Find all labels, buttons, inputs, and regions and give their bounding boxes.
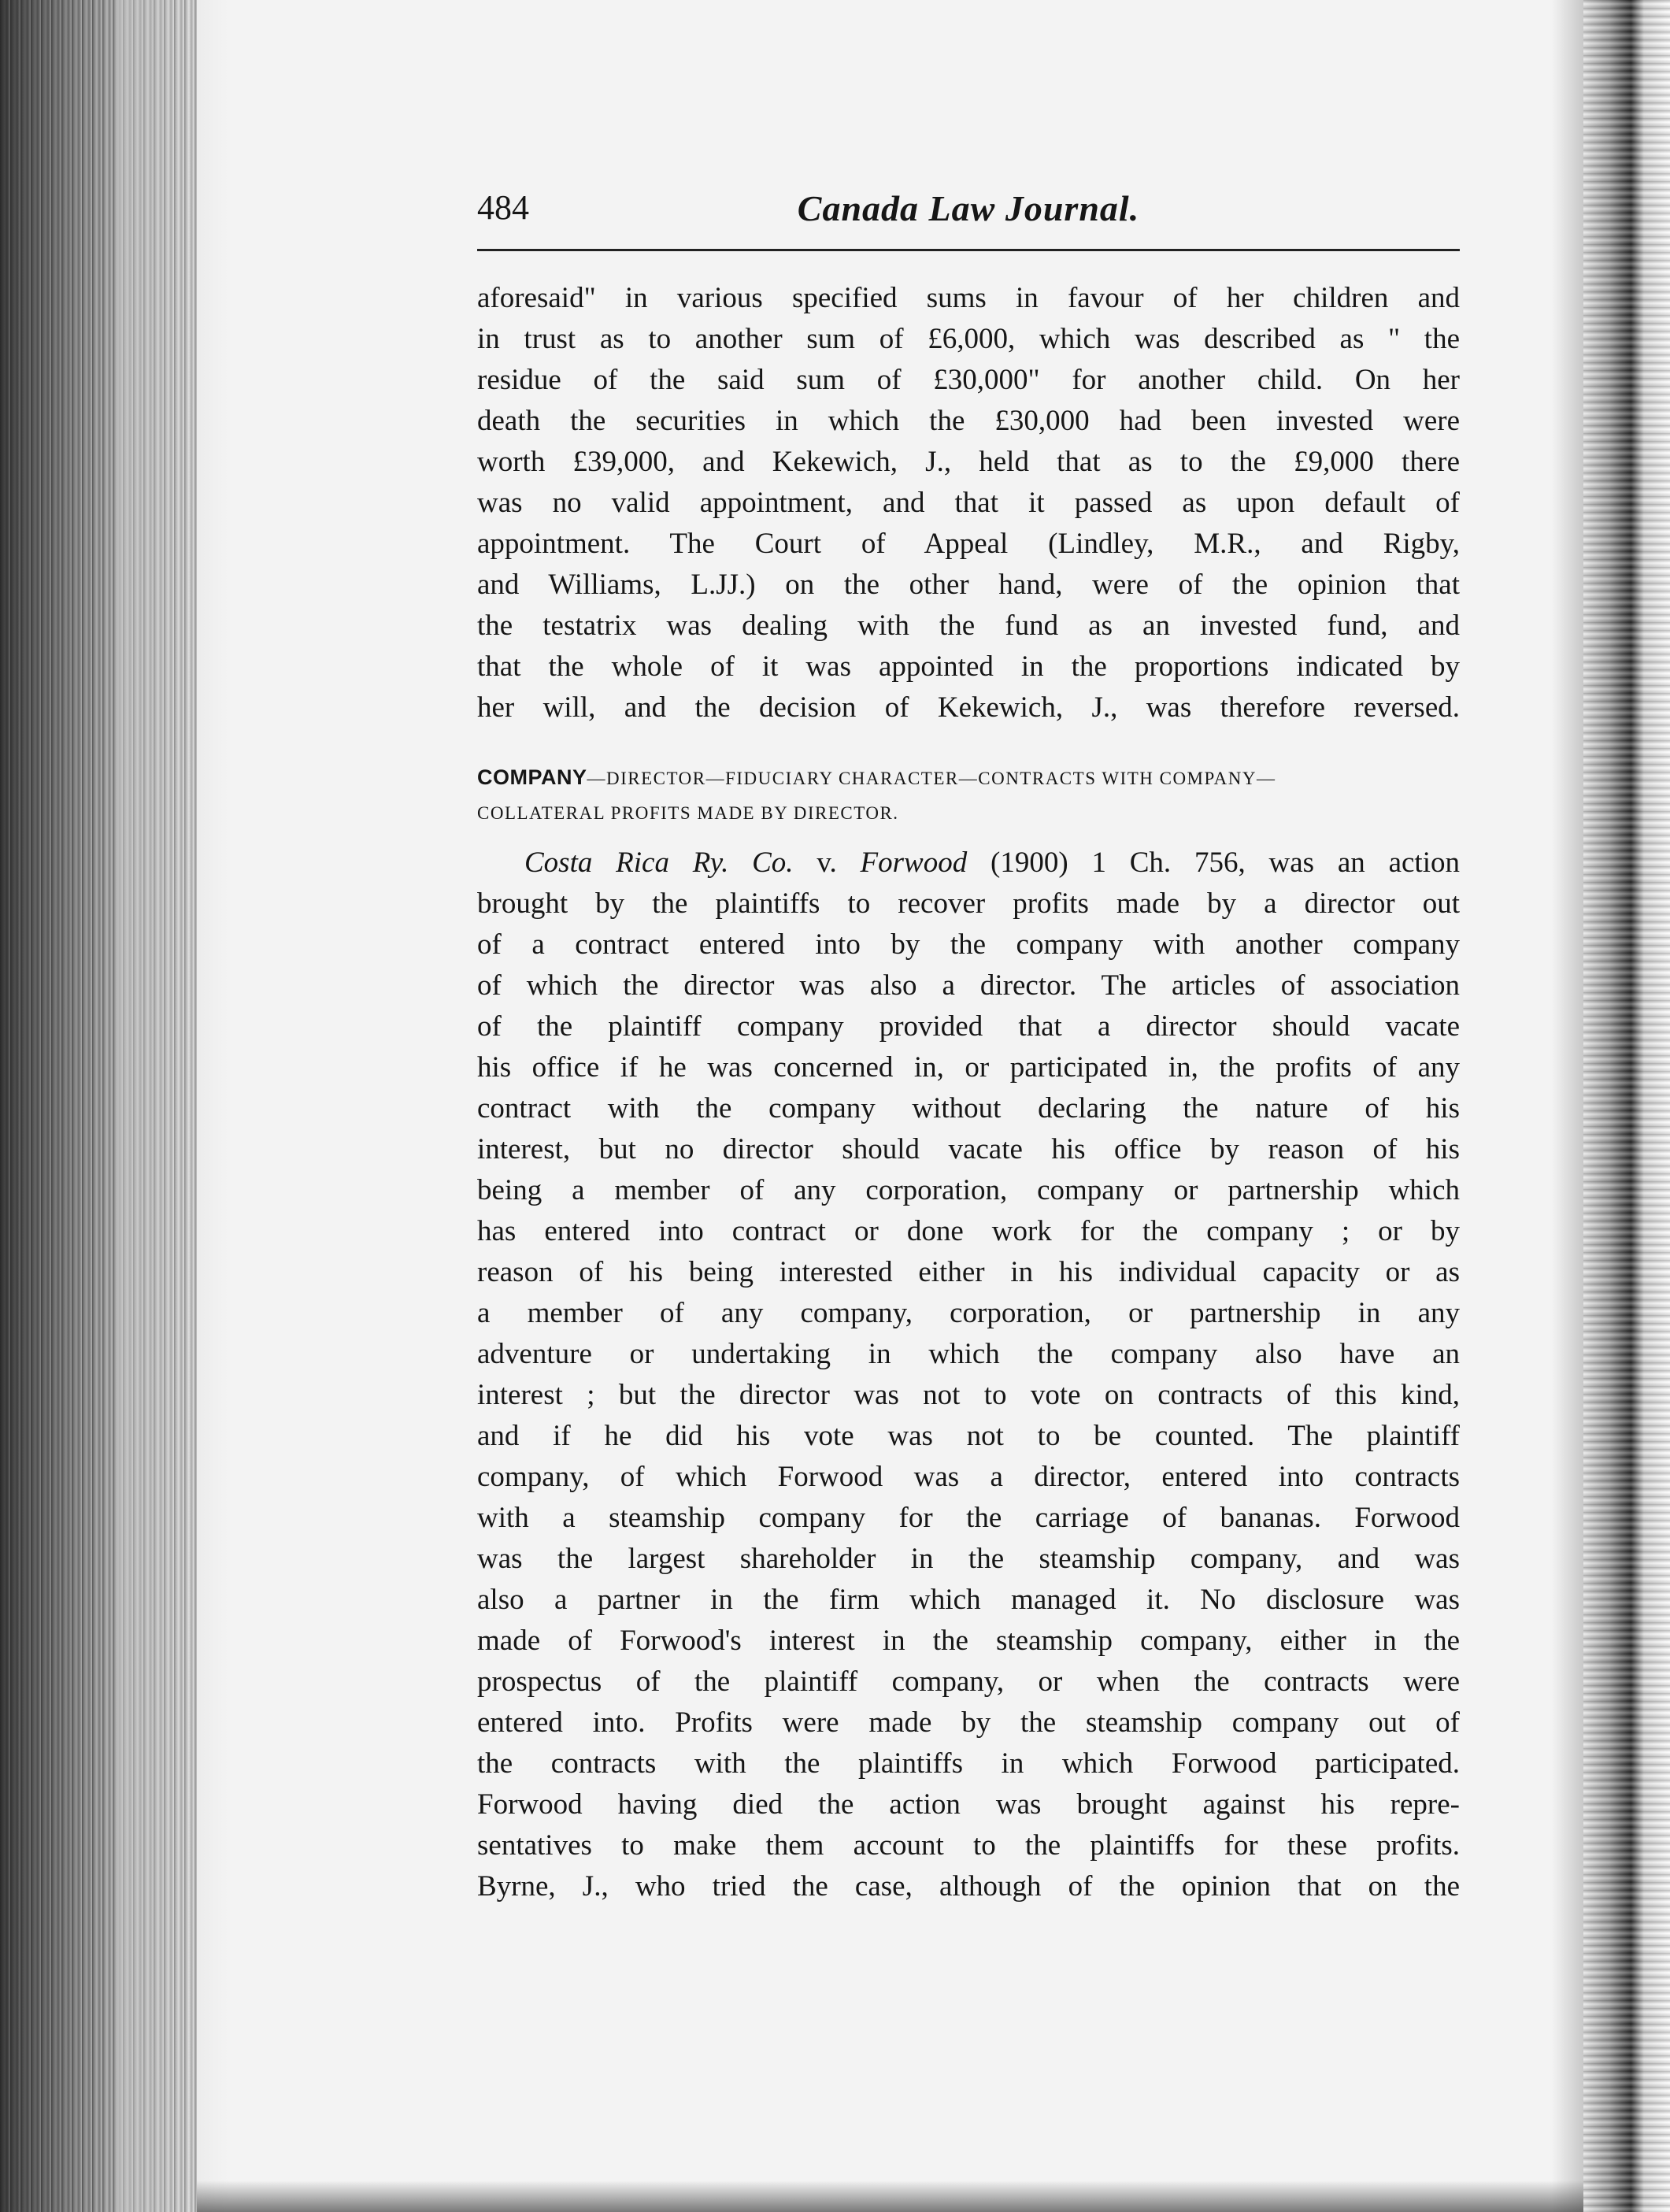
text-line: adventure or undertaking in which the company also have an [477,1338,1460,1370]
text-line: of a contract entered into by the company with another company [477,928,1460,961]
text-line: and Williams, L.JJ.) on the other hand, were of the opinion that [477,569,1460,601]
text-line: with a steamship company for the carriage of bananas. Forwood [477,1502,1460,1534]
text-line: prospectus of the plaintiff company, or when the contracts were [477,1665,1460,1698]
heading-lead: COMPANY [477,765,587,789]
text-line: that the whole of it was appointed in the proportions indicated by [477,650,1460,683]
text-line: has entered into contract or done work for the company ; or by [477,1215,1460,1247]
page-right-shadow [1552,0,1583,2212]
text-line: also a partner in the firm which managed it. No disclosure was [477,1584,1460,1616]
text-line: in trust as to another sum of £6,000, which was described as " the [477,323,1460,355]
text-line: being a member of any corporation, company or partnership which [477,1174,1460,1206]
section-heading [477,760,1460,831]
journal-title: Canada Law Journal. [797,188,1140,228]
text-line: the testatrix was dealing with the fund as an invested fund, and [477,610,1460,642]
text-line: appointment. The Court of Appeal (Lindley, M.R., and Rigby, [477,528,1460,560]
text-line: a member of any company, corporation, or partnership in any [477,1297,1460,1329]
text-line: interest, but no director should vacate his office by reason of his [477,1133,1460,1165]
text-line: and if he did his vote was not to be counted. The plaintiff [477,1420,1460,1452]
text-line: brought by the plaintiffs to recover profits made by a director out [477,887,1460,920]
text-line: of the plaintiff company provided that a director should vacate [477,1010,1460,1043]
text-line: was the largest shareholder in the steamship company, and was [477,1543,1460,1575]
case-citation: (1900) 1 Ch. 756, was an action [967,847,1460,879]
text-line: of which the director was also a director. The articles of association [477,969,1460,1002]
text-line: Forwood having died the action was brought against his repre- [477,1788,1460,1821]
heading-line-2: COLLATERAL PROFITS MADE BY DIRECTOR. [477,803,899,823]
text-line: was no valid appointment, and that it passed as upon default of [477,487,1460,519]
text-line: entered into. Profits were made by the steamship company out of [477,1706,1460,1739]
heading-subjects: —DIRECTOR—FIDUCIARY CHARACTER—CONTRACTS WITH COMPANY— [587,769,1276,788]
paragraph-costa-rica-case [477,843,1460,1907]
text-line: his office if he was concerned in, or participated in, the profits of any [477,1051,1460,1084]
text-line: Byrne, J., who tried the case, although of the opinion that on the [477,1870,1460,1903]
book-page-stack-right-edge [1583,0,1670,2212]
case-defendant: Forwood [860,847,968,879]
text-line: sentatives to make them account to the plaintiffs for these profits. [477,1829,1460,1862]
text-line: residue of the said sum of £30,000" for another child. On her [477,364,1460,396]
text-line: death the securities in which the £30,000 had been invested were [477,405,1460,437]
header-rule [477,249,1460,251]
case-citation-line [477,843,1460,884]
text-line: company, of which Forwood was a director, entered into contracts [477,1461,1460,1493]
running-head [477,187,1460,235]
case-versus: v. [793,847,861,879]
page-bottom-shadow [197,2181,1583,2212]
page-number: 484 [477,188,529,227]
text-line: contract with the company without declaring the nature of his [477,1092,1460,1125]
text-line: reason of his being interested either in his individual capacity or as [477,1256,1460,1288]
case-name: Costa Rica Ry. Co. [524,847,794,879]
text-line: her will, and the decision of Kekewich, J., was therefore reversed. [477,691,1460,724]
text-line: made of Forwood's interest in the steamship company, either in the [477,1625,1460,1657]
text-line: aforesaid" in various specified sums in favour of her children and [477,282,1460,314]
text-line: interest ; but the director was not to vote on contracts of this kind, [477,1379,1460,1411]
text-line: worth £39,000, and Kekewich, J., held that as to the £9,000 there [477,446,1460,478]
text-line: the contracts with the plaintiffs in which Forwood participated. [477,1747,1460,1780]
paragraph-appointment-decision [477,278,1460,728]
heading-line-1 [477,760,1460,796]
page-gutter-shadow [118,0,228,2212]
